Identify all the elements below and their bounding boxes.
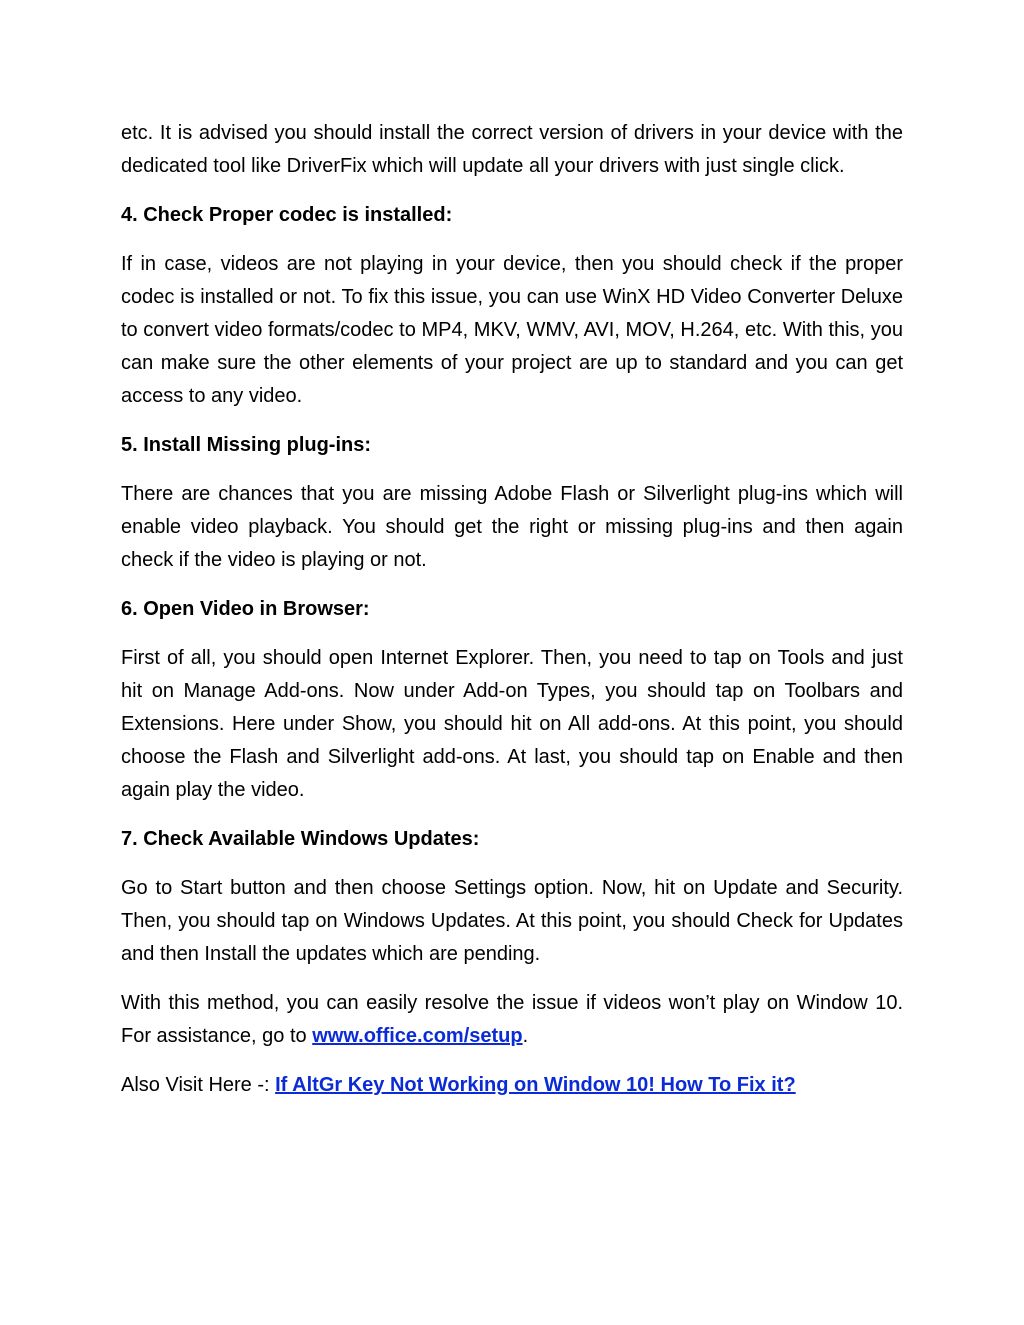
intro-paragraph: etc. It is advised you should install the correct version of drivers in your device with the dedicated tool like DriverFix which will update all your drivers with just single click. (121, 122, 903, 177)
also-visit-paragraph (121, 1069, 903, 1102)
conclusion-paragraph (121, 987, 903, 1053)
browser-paragraph: First of all, you should open Internet Explorer. Then, you need to tap on Tools and just hit on Manage Add-ons. Now under Add-on Types, you should tap on Toolbars and Extensions. Here under Show, you should hit on All add-ons. At this point, you should choose the Flash and Silverlight add-ons. At last, you should tap on Enable and then again play the video. (121, 647, 903, 801)
updates-paragraph: Go to Start button and then choose Settings option. Now, hit on Update and Security. Then, you should tap on Windows Updates. At this point, you should Check for Updates and then Install the updates which are pending. (121, 877, 903, 965)
altgr-article-link[interactable]: If AltGr Key Not Working on Window 10! How To Fix it? (275, 1074, 796, 1096)
office-setup-link[interactable]: www.office.com/setup (312, 1025, 523, 1047)
codec-paragraph: If in case, videos are not playing in your device, then you should check if the proper codec is installed or not. To fix this issue, you can use WinX HD Video Converter Deluxe to convert video formats/codec to MP4, MKV, WMV, AVI, MOV, H.264, etc. With this, you can make sure the other elements of your project are up to standard and you can get access to any video. (121, 253, 903, 407)
document-page (121, 117, 903, 1118)
section-heading-browser: 6. Open Video in Browser: (121, 598, 370, 620)
also-visit-label: Also Visit Here -: (121, 1074, 276, 1096)
conclusion-period: . (522, 1025, 529, 1047)
section-heading-updates: 7. Check Available Windows Updates: (121, 828, 480, 850)
section-heading-plugins: 5. Install Missing plug-ins: (121, 434, 372, 456)
plugins-paragraph: There are chances that you are missing Adobe Flash or Silverlight plug-ins which will enable video playback. You should get the right or missing plug-ins and then again check if the video is playing or not. (121, 483, 903, 571)
conclusion-text: With this method, you can easily resolve the issue if videos won’t play on Window 10. For assistance, go to (121, 992, 903, 1047)
section-heading-codec: 4. Check Proper codec is installed: (121, 204, 453, 226)
